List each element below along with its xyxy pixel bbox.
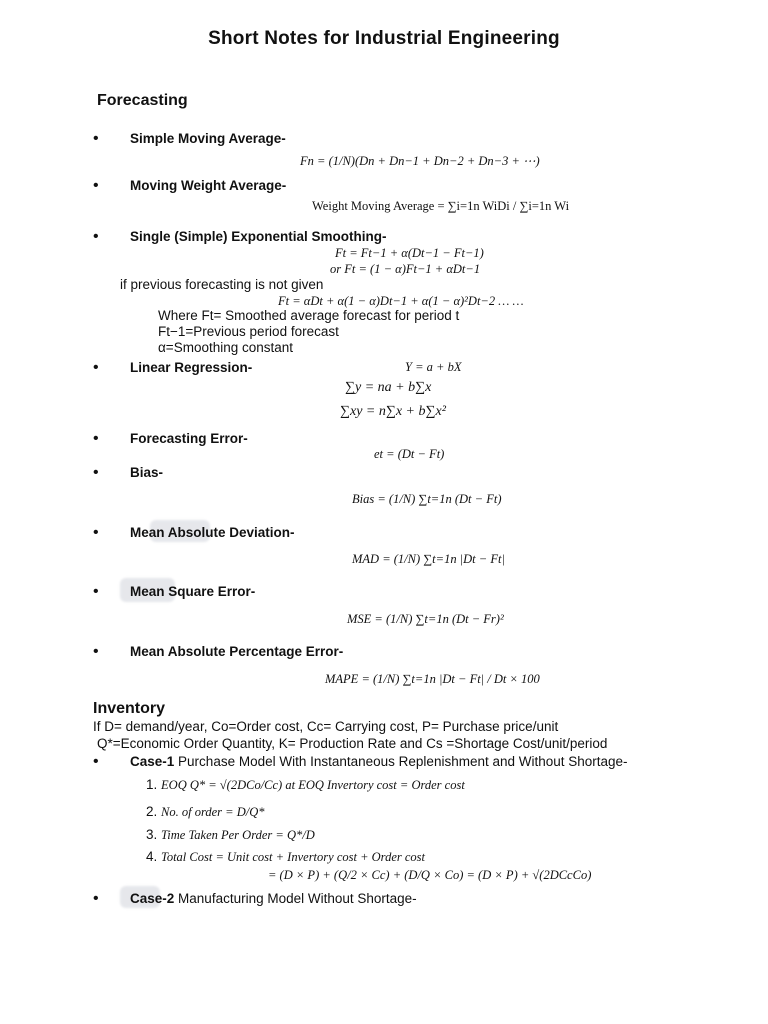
mwa-label: Moving Weight Average- [130, 178, 287, 193]
case1-text: Purchase Model With Instantaneous Replenishment and Without Shortage- [178, 754, 628, 769]
bullet: • [93, 430, 99, 447]
bullet: • [93, 464, 99, 481]
case1-item-1 [146, 777, 465, 793]
sma-formula: Fn = (1/N)(Dn + Dn−1 + Dn−2 + Dn−3 + ⋯) [300, 154, 540, 168]
ses-formula-3: Ft = αDt + α(1 − α)Dt−1 + α(1 − α)²Dt−2 … … [278, 294, 524, 308]
item-number: 1. [146, 777, 158, 792]
case1-label: Case-1 [130, 754, 175, 769]
case2-text: Manufacturing Model Without Shortage- [178, 891, 417, 906]
mad-formula: MAD = (1/N) ∑t=1n |Dt − Ft| [352, 552, 505, 566]
mape-formula: MAPE = (1/N) ∑t=1n |Dt − Ft| / Dt × 100 [325, 672, 540, 686]
bias-label: Bias- [130, 465, 164, 480]
mad-label: Mean Absolute Deviation- [130, 525, 295, 540]
item-text: Time Taken Per Order = Q*/D [161, 828, 315, 842]
case2-heading [130, 891, 417, 906]
page-title: Short Notes for Industrial Engineering [208, 28, 560, 49]
lr-formula-2: ∑y = na + b∑x [345, 380, 432, 395]
bullet: • [93, 524, 99, 541]
mwa-formula: Weight Moving Average = ∑i=1n WiDi / ∑i=1n Wi [312, 199, 570, 213]
bullet: • [93, 359, 99, 376]
lr-label: Linear Regression- [130, 360, 253, 375]
ses-formula-1: Ft = Ft−1 + α(Dt−1 − Ft−1) [335, 246, 484, 260]
item-number: 2. [146, 804, 158, 819]
sma-label: Simple Moving Average- [130, 131, 286, 146]
fe-formula: et = (Dt − Ft) [374, 447, 445, 461]
bullet: • [93, 130, 99, 147]
inventory-heading: Inventory [93, 700, 166, 717]
bullet: • [93, 583, 99, 600]
lr-formula-3: ∑xy = n∑x + b∑x² [340, 404, 446, 419]
case1-heading [130, 754, 628, 769]
bullet: • [93, 177, 99, 194]
inventory-definitions-2: Q*=Economic Order Quantity, K= Production Rate and Cs =Shortage Cost/unit/period [97, 736, 608, 751]
fe-label: Forecasting Error- [130, 431, 248, 446]
bullet: • [93, 228, 99, 245]
item-number: 4. [146, 849, 158, 864]
lr-formula-1: Y = a + bX [405, 360, 462, 374]
case1-item-3 [146, 827, 315, 843]
mse-formula: MSE = (1/N) ∑t=1n (Dt − Fr)² [347, 612, 504, 626]
ses-where-2: Ft−1=Previous period forecast [158, 324, 339, 339]
case1-item-4 [146, 849, 425, 865]
item-text: EOQ Q* = √(2DCo/Cc) at EOQ Invertory cost = Order cost [161, 778, 465, 792]
bullet: • [93, 643, 99, 660]
item-text: Total Cost = Unit cost + Invertory cost + Order cost [161, 850, 425, 864]
bullet: • [93, 753, 99, 770]
mse-label: Mean Square Error- [130, 584, 256, 599]
case2-label: Case-2 [130, 891, 175, 906]
item-text: No. of order = D/Q* [161, 805, 265, 819]
forecasting-heading: Forecasting [97, 92, 188, 109]
inventory-definitions-1: If D= demand/year, Co=Order cost, Cc= Carrying cost, P= Purchase price/unit [93, 719, 559, 734]
total-cost-formula: = (D × P) + (Q/2 × Cc) + (D/Q × Co) = (D × P) + √(2DCcCo) [268, 868, 592, 882]
ses-formula-2: or Ft = (1 − α)Ft−1 + αDt−1 [330, 262, 481, 276]
ses-where-1: Where Ft= Smoothed average forecast for period t [158, 308, 460, 323]
item-number: 3. [146, 827, 158, 842]
ses-where-3: α=Smoothing constant [158, 340, 294, 355]
case1-item-2 [146, 804, 265, 820]
ses-note: if previous forecasting is not given [120, 277, 324, 292]
bullet: • [93, 890, 99, 907]
bias-formula: Bias = (1/N) ∑t=1n (Dt − Ft) [352, 492, 502, 506]
mape-label: Mean Absolute Percentage Error- [130, 644, 344, 659]
ses-label: Single (Simple) Exponential Smoothing- [130, 229, 387, 244]
